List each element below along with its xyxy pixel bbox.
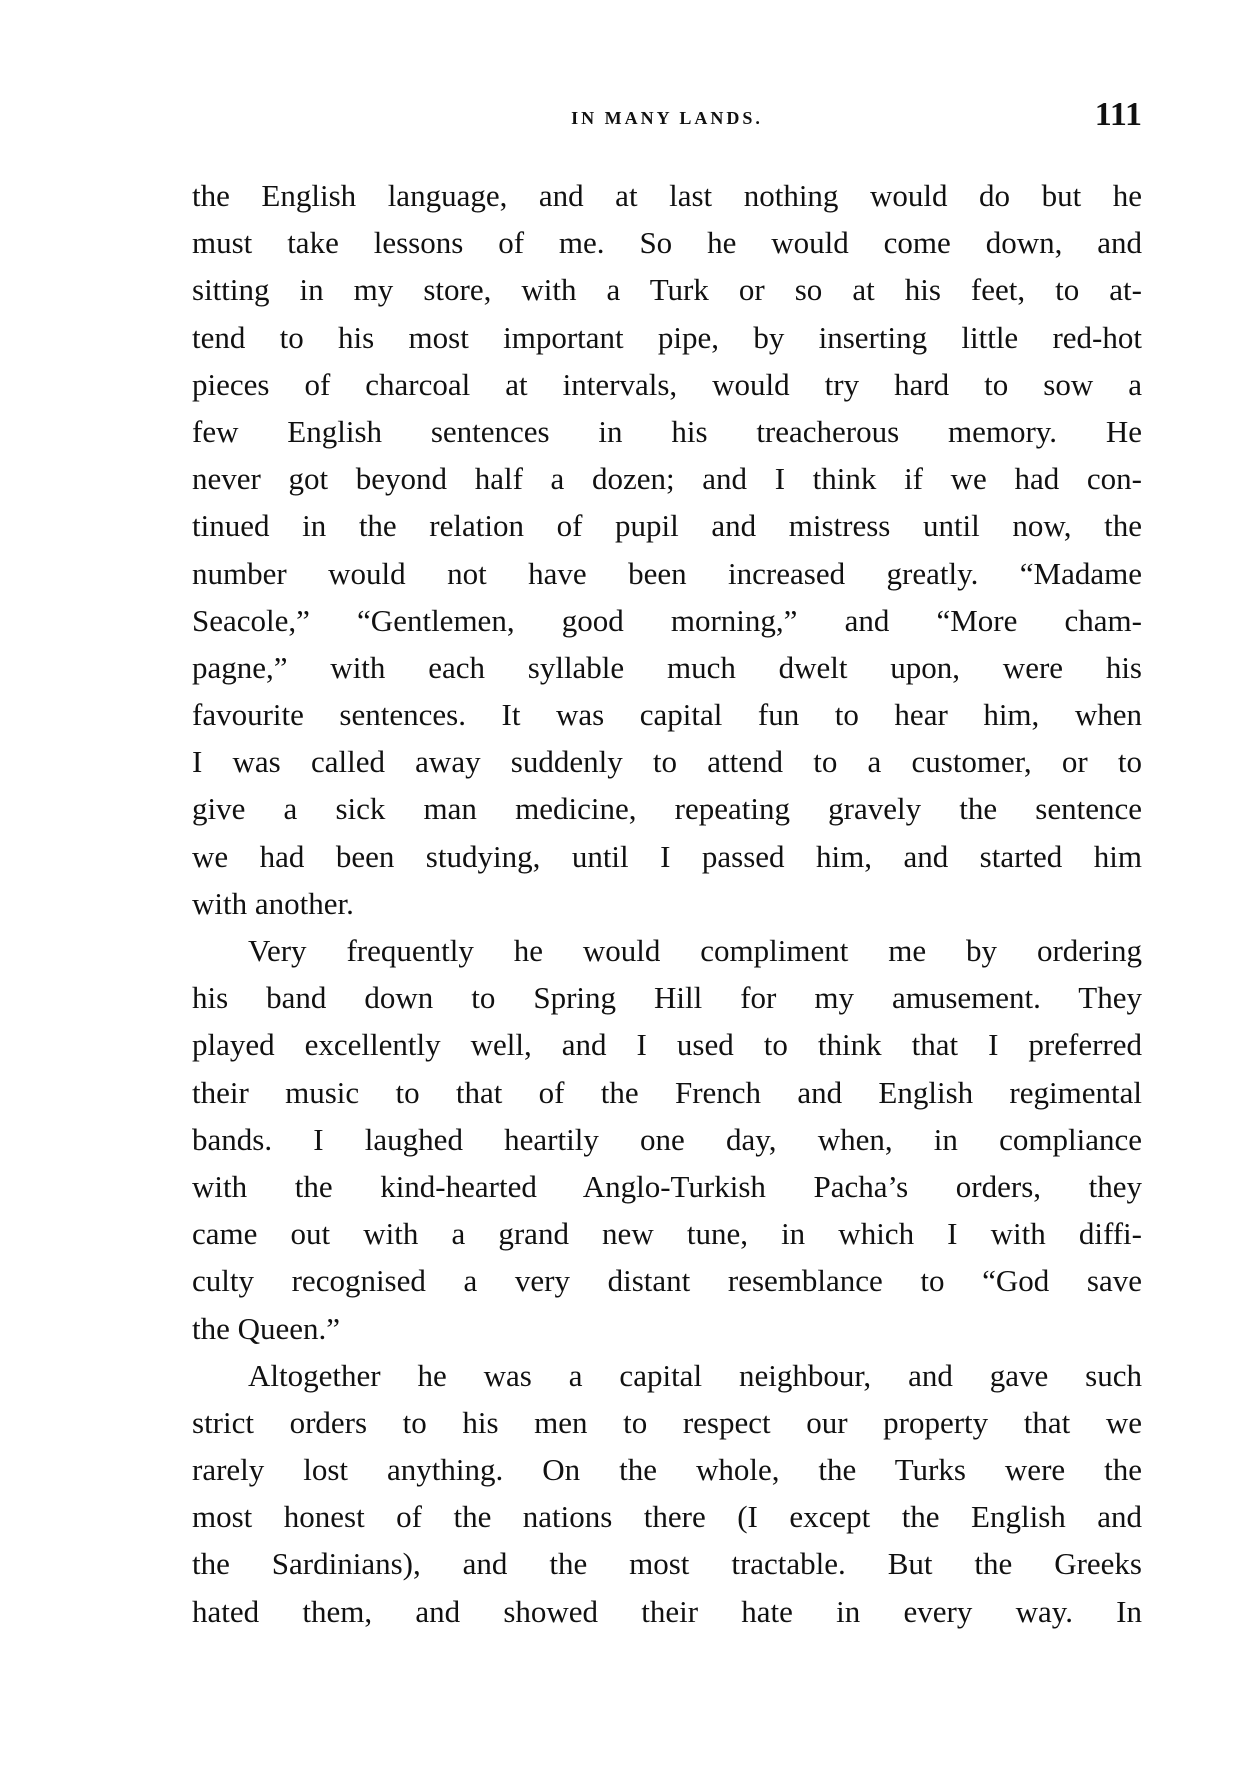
text-line: culty recognised a very distant resemblance to “God save (192, 1263, 1142, 1299)
text-line: favourite sentences. It was capital fun to hear him, when (192, 697, 1142, 733)
text-line: pagne,” with each syllable much dwelt upon, were his (192, 649, 1142, 685)
text-line: with the kind-hearted Anglo-Turkish Pacha’s orders, they (192, 1168, 1142, 1204)
text-line: their music to that of the French and English regimental (192, 1074, 1142, 1110)
text-line: few English sentences in his treacherous memory. He (192, 413, 1142, 449)
body-text (192, 172, 1142, 1635)
text-line: never got beyond half a dozen; and I think if we had con- (192, 461, 1142, 497)
text-line: the Sardinians), and the most tractable. But the Greeks (192, 1546, 1142, 1582)
text-line: I was called away suddenly to attend to a customer, or to (192, 744, 1142, 780)
text-line: with another. (192, 885, 354, 921)
text-line: Altogether he was a capital neighbour, and gave such (248, 1357, 1142, 1393)
text-line: most honest of the nations there (I except the English and (192, 1499, 1142, 1535)
text-line: must take lessons of me. So he would come down, and (192, 225, 1142, 261)
text-line: hated them, and showed their hate in every way. In (192, 1593, 1142, 1629)
text-line: give a sick man medicine, repeating gravely the sentence (192, 791, 1142, 827)
text-line: the Queen.” (192, 1310, 341, 1346)
text-line: Seacole,” “Gentlemen, good morning,” and “More cham- (192, 602, 1142, 638)
page-number: 111 (1094, 96, 1142, 133)
text-line: came out with a grand new tune, in which I with diffi- (192, 1216, 1142, 1252)
text-line: sitting in my store, with a Turk or so at his feet, to at- (192, 272, 1142, 308)
text-line: the English language, and at last nothing would do but he (192, 178, 1142, 213)
text-line: pieces of charcoal at intervals, would try hard to sow a (192, 366, 1142, 402)
text-line: tinued in the relation of pupil and mistress until now, the (192, 508, 1142, 544)
text-line: tend to his most important pipe, by inserting little red-hot (192, 319, 1142, 355)
text-line: Very frequently he would compliment me by ordering (248, 933, 1142, 968)
text-line: rarely lost anything. On the whole, the Turks were the (192, 1452, 1142, 1488)
text-line: his band down to Spring Hill for my amusement. They (192, 980, 1142, 1016)
running-head (192, 98, 1142, 138)
text-line: played excellently well, and I used to think that I preferred (192, 1027, 1142, 1063)
running-title: IN MANY LANDS. (571, 108, 763, 128)
text-line: bands. I laughed heartily one day, when, in compliance (192, 1121, 1142, 1157)
text-line: strict orders to his men to respect our property that we (192, 1404, 1142, 1440)
text-line: we had been studying, until I passed him, and started him (192, 838, 1142, 874)
text-line: number would not have been increased greatly. “Madame (192, 555, 1142, 591)
